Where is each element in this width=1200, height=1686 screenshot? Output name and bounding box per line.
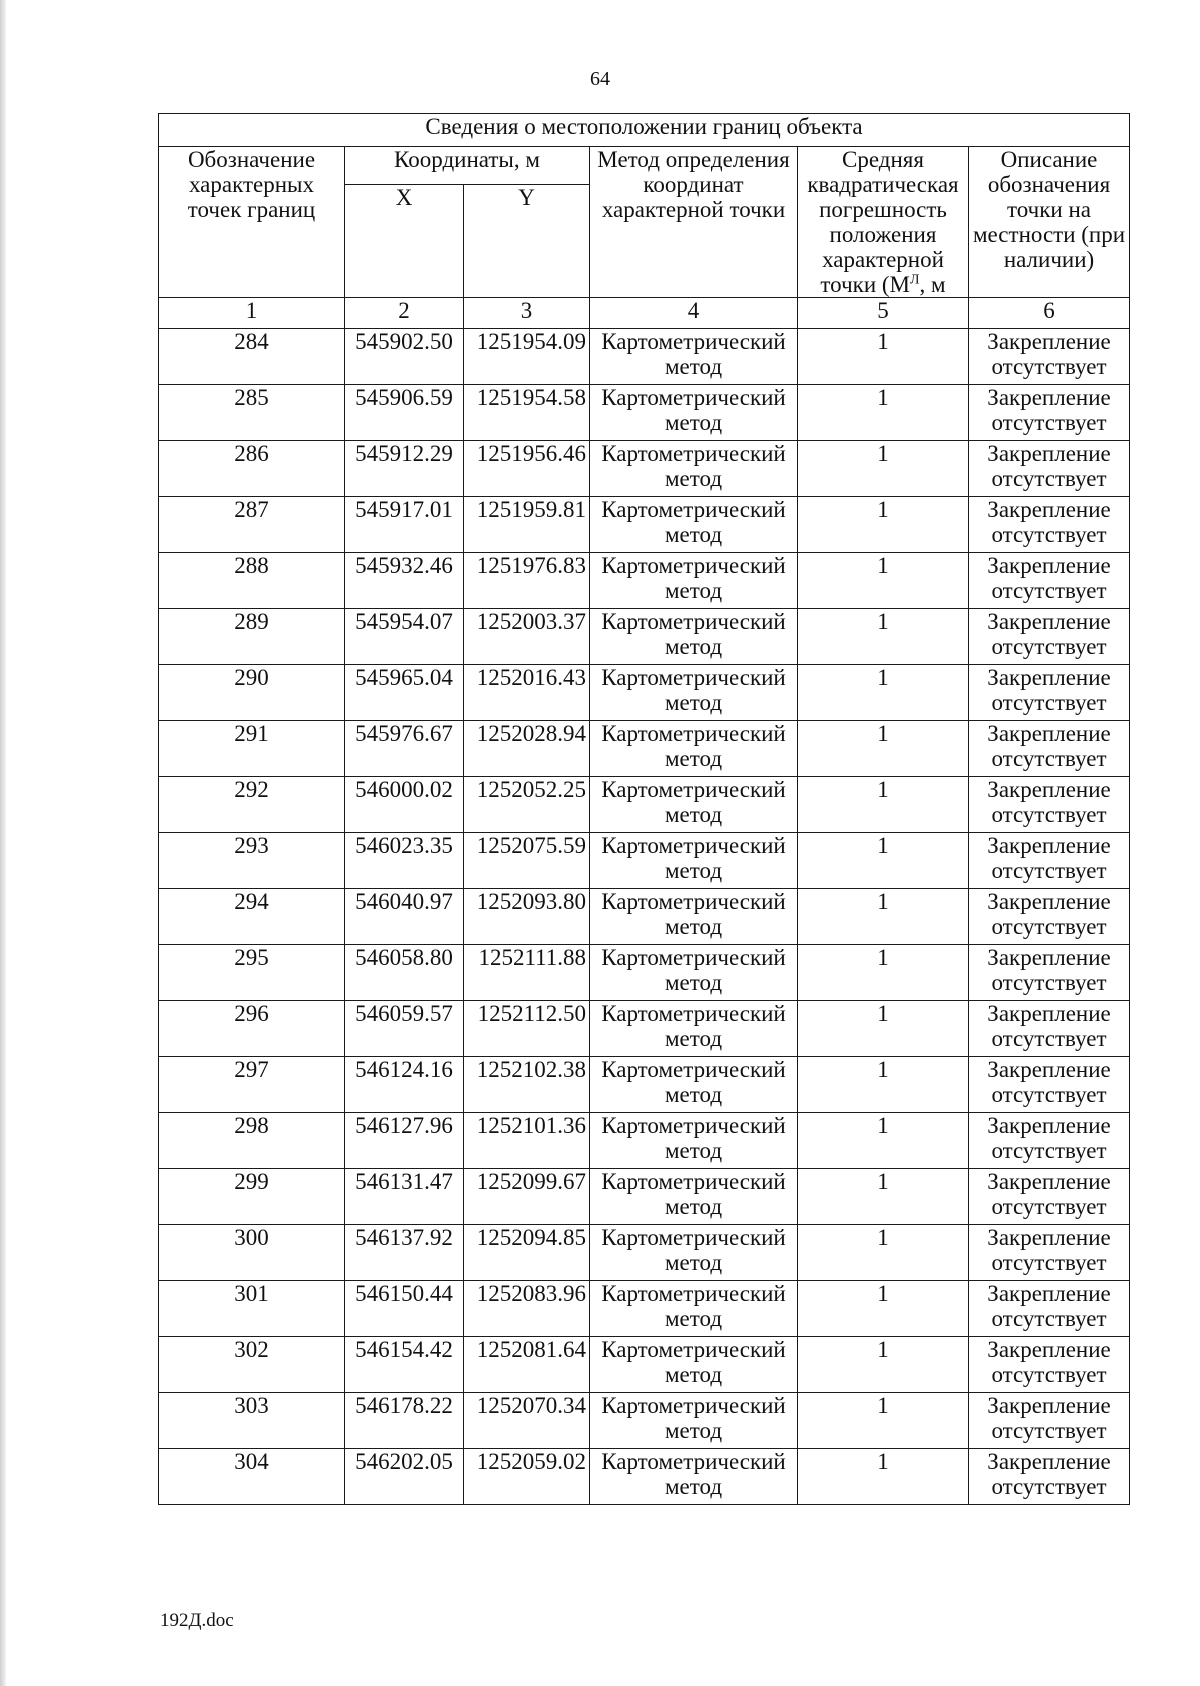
cell-x: 546137.92 — [345, 1225, 464, 1281]
cell-error: 1 — [798, 329, 969, 385]
cell-description: Закрепление отсутствует — [969, 777, 1130, 833]
cell-description: Закрепление отсутствует — [969, 945, 1130, 1001]
table-row — [159, 1449, 1130, 1505]
cell-description: Закрепление отсутствует — [969, 441, 1130, 497]
cell-error: 1 — [798, 1393, 969, 1449]
cell-method: Картометрический метод — [590, 609, 798, 665]
cell-y: 1251959.81 — [464, 497, 590, 553]
cell-method: Картометрический метод — [590, 441, 798, 497]
header-x: X — [345, 185, 464, 298]
cell-x: 545902.50 — [345, 329, 464, 385]
cell-description: Закрепление отсутствует — [969, 385, 1130, 441]
header-error-superscript: Л — [910, 272, 920, 288]
cell-method: Картометрический метод — [590, 665, 798, 721]
cell-point: 302 — [159, 1337, 345, 1393]
cell-x: 546059.57 — [345, 1001, 464, 1057]
cell-y: 1252070.34 — [464, 1393, 590, 1449]
cell-error: 1 — [798, 833, 969, 889]
cell-y: 1252112.50 — [464, 1001, 590, 1057]
cell-x: 546000.02 — [345, 777, 464, 833]
cell-x: 545932.46 — [345, 553, 464, 609]
cell-method: Картометрический метод — [590, 1337, 798, 1393]
table-body — [159, 329, 1130, 1505]
cell-x: 546202.05 — [345, 1449, 464, 1505]
header-y: Y — [464, 185, 590, 298]
cell-x: 546040.97 — [345, 889, 464, 945]
cell-description: Закрепление отсутствует — [969, 1169, 1130, 1225]
footer-filename: 192Д.doc — [160, 1610, 234, 1631]
cell-x: 546150.44 — [345, 1281, 464, 1337]
table-row — [159, 329, 1130, 385]
cell-x: 545906.59 — [345, 385, 464, 441]
cell-description: Закрепление отсутствует — [969, 609, 1130, 665]
cell-point: 295 — [159, 945, 345, 1001]
table-row — [159, 889, 1130, 945]
cell-description: Закрепление отсутствует — [969, 329, 1130, 385]
cell-y: 1252052.25 — [464, 777, 590, 833]
cell-y: 1252102.38 — [464, 1057, 590, 1113]
column-number: 6 — [969, 298, 1130, 329]
cell-error: 1 — [798, 1449, 969, 1505]
table-row — [159, 1337, 1130, 1393]
table-row — [159, 665, 1130, 721]
cell-x: 546124.16 — [345, 1057, 464, 1113]
header-error-text: Средняя квадратическая погрешность положения характерной точки (M — [807, 147, 959, 297]
cell-point: 290 — [159, 665, 345, 721]
column-number: 3 — [464, 298, 590, 329]
cell-method: Картометрический метод — [590, 1225, 798, 1281]
table-row — [159, 777, 1130, 833]
cell-x: 546127.96 — [345, 1113, 464, 1169]
cell-description: Закрепление отсутствует — [969, 553, 1130, 609]
cell-point: 299 — [159, 1169, 345, 1225]
table-row — [159, 497, 1130, 553]
cell-x: 545917.01 — [345, 497, 464, 553]
cell-x: 545912.29 — [345, 441, 464, 497]
cell-y: 1252093.80 — [464, 889, 590, 945]
cell-y: 1252081.64 — [464, 1337, 590, 1393]
cell-description: Закрепление отсутствует — [969, 1001, 1130, 1057]
boundary-points-table — [158, 113, 1130, 1505]
cell-error: 1 — [798, 1057, 969, 1113]
cell-point: 291 — [159, 721, 345, 777]
cell-error: 1 — [798, 721, 969, 777]
cell-description: Закрепление отсутствует — [969, 889, 1130, 945]
cell-description: Закрепление отсутствует — [969, 1057, 1130, 1113]
cell-error: 1 — [798, 497, 969, 553]
cell-description: Закрепление отсутствует — [969, 1337, 1130, 1393]
table-row — [159, 609, 1130, 665]
table-title: Сведения о местоположении границ объекта — [159, 114, 1130, 147]
cell-point: 294 — [159, 889, 345, 945]
cell-error: 1 — [798, 1169, 969, 1225]
table-row — [159, 385, 1130, 441]
cell-method: Картометрический метод — [590, 945, 798, 1001]
cell-description: Закрепление отсутствует — [969, 665, 1130, 721]
cell-method: Картометрический метод — [590, 1169, 798, 1225]
cell-description: Закрепление отсутствует — [969, 1449, 1130, 1505]
header-error — [798, 147, 969, 298]
cell-y: 1252101.36 — [464, 1113, 590, 1169]
cell-error: 1 — [798, 609, 969, 665]
cell-error: 1 — [798, 1337, 969, 1393]
cell-method: Картометрический метод — [590, 889, 798, 945]
cell-point: 288 — [159, 553, 345, 609]
column-number: 2 — [345, 298, 464, 329]
cell-description: Закрепление отсутствует — [969, 497, 1130, 553]
table-row — [159, 945, 1130, 1001]
header-error-unit: , м — [919, 272, 946, 297]
cell-point: 285 — [159, 385, 345, 441]
cell-x: 546023.35 — [345, 833, 464, 889]
cell-error: 1 — [798, 1225, 969, 1281]
cell-y: 1251976.83 — [464, 553, 590, 609]
cell-point: 297 — [159, 1057, 345, 1113]
cell-description: Закрепление отсутствует — [969, 833, 1130, 889]
cell-point: 298 — [159, 1113, 345, 1169]
cell-point: 284 — [159, 329, 345, 385]
page-number: 64 — [590, 68, 610, 90]
cell-y: 1252094.85 — [464, 1225, 590, 1281]
cell-description: Закрепление отсутствует — [969, 1225, 1130, 1281]
cell-point: 304 — [159, 1449, 345, 1505]
scan-edge — [0, 0, 6, 1686]
cell-y: 1252083.96 — [464, 1281, 590, 1337]
cell-x: 546131.47 — [345, 1169, 464, 1225]
cell-point: 286 — [159, 441, 345, 497]
table-row — [159, 1113, 1130, 1169]
cell-method: Картометрический метод — [590, 721, 798, 777]
cell-error: 1 — [798, 665, 969, 721]
cell-y: 1252111.88 — [464, 945, 590, 1001]
header-description: Описание обозначения точки на местности (при наличии) — [969, 147, 1130, 298]
table-row — [159, 1169, 1130, 1225]
cell-y: 1252075.59 — [464, 833, 590, 889]
cell-x: 545976.67 — [345, 721, 464, 777]
cell-method: Картометрический метод — [590, 329, 798, 385]
cell-x: 545954.07 — [345, 609, 464, 665]
cell-error: 1 — [798, 889, 969, 945]
cell-method: Картометрический метод — [590, 553, 798, 609]
cell-method: Картометрический метод — [590, 497, 798, 553]
cell-point: 289 — [159, 609, 345, 665]
cell-error: 1 — [798, 441, 969, 497]
cell-error: 1 — [798, 1001, 969, 1057]
cell-description: Закрепление отсутствует — [969, 1281, 1130, 1337]
cell-point: 303 — [159, 1393, 345, 1449]
cell-error: 1 — [798, 1281, 969, 1337]
table-row — [159, 721, 1130, 777]
cell-method: Картометрический метод — [590, 1449, 798, 1505]
cell-y: 1251954.58 — [464, 385, 590, 441]
cell-point: 296 — [159, 1001, 345, 1057]
cell-x: 546154.42 — [345, 1337, 464, 1393]
column-number: 1 — [159, 298, 345, 329]
cell-error: 1 — [798, 553, 969, 609]
cell-method: Картометрический метод — [590, 833, 798, 889]
cell-description: Закрепление отсутствует — [969, 1393, 1130, 1449]
cell-description: Закрепление отсутствует — [969, 721, 1130, 777]
cell-method: Картометрический метод — [590, 1113, 798, 1169]
table-row — [159, 441, 1130, 497]
cell-y: 1251956.46 — [464, 441, 590, 497]
cell-point: 300 — [159, 1225, 345, 1281]
cell-x: 546178.22 — [345, 1393, 464, 1449]
header-method: Метод определения координат характерной точки — [590, 147, 798, 298]
table-row — [159, 553, 1130, 609]
cell-y: 1252059.02 — [464, 1449, 590, 1505]
table-row — [159, 833, 1130, 889]
cell-x: 545965.04 — [345, 665, 464, 721]
cell-point: 287 — [159, 497, 345, 553]
table-row — [159, 1057, 1130, 1113]
cell-y: 1252028.94 — [464, 721, 590, 777]
cell-error: 1 — [798, 777, 969, 833]
cell-error: 1 — [798, 385, 969, 441]
cell-point: 292 — [159, 777, 345, 833]
cell-method: Картометрический метод — [590, 385, 798, 441]
header-coordinates: Координаты, м — [345, 147, 590, 185]
table-row — [159, 1225, 1130, 1281]
cell-y: 1252016.43 — [464, 665, 590, 721]
cell-error: 1 — [798, 945, 969, 1001]
cell-method: Картометрический метод — [590, 1393, 798, 1449]
cell-method: Картометрический метод — [590, 1001, 798, 1057]
cell-method: Картометрический метод — [590, 777, 798, 833]
header-point: Обозначение характерных точек границ — [159, 147, 345, 298]
table-row — [159, 1393, 1130, 1449]
cell-point: 293 — [159, 833, 345, 889]
cell-method: Картометрический метод — [590, 1057, 798, 1113]
cell-x: 546058.80 — [345, 945, 464, 1001]
column-number: 5 — [798, 298, 969, 329]
cell-y: 1251954.09 — [464, 329, 590, 385]
cell-y: 1252099.67 — [464, 1169, 590, 1225]
table-row — [159, 1001, 1130, 1057]
column-number: 4 — [590, 298, 798, 329]
cell-method: Картометрический метод — [590, 1281, 798, 1337]
cell-error: 1 — [798, 1113, 969, 1169]
table-row — [159, 1281, 1130, 1337]
cell-point: 301 — [159, 1281, 345, 1337]
cell-description: Закрепление отсутствует — [969, 1113, 1130, 1169]
cell-y: 1252003.37 — [464, 609, 590, 665]
